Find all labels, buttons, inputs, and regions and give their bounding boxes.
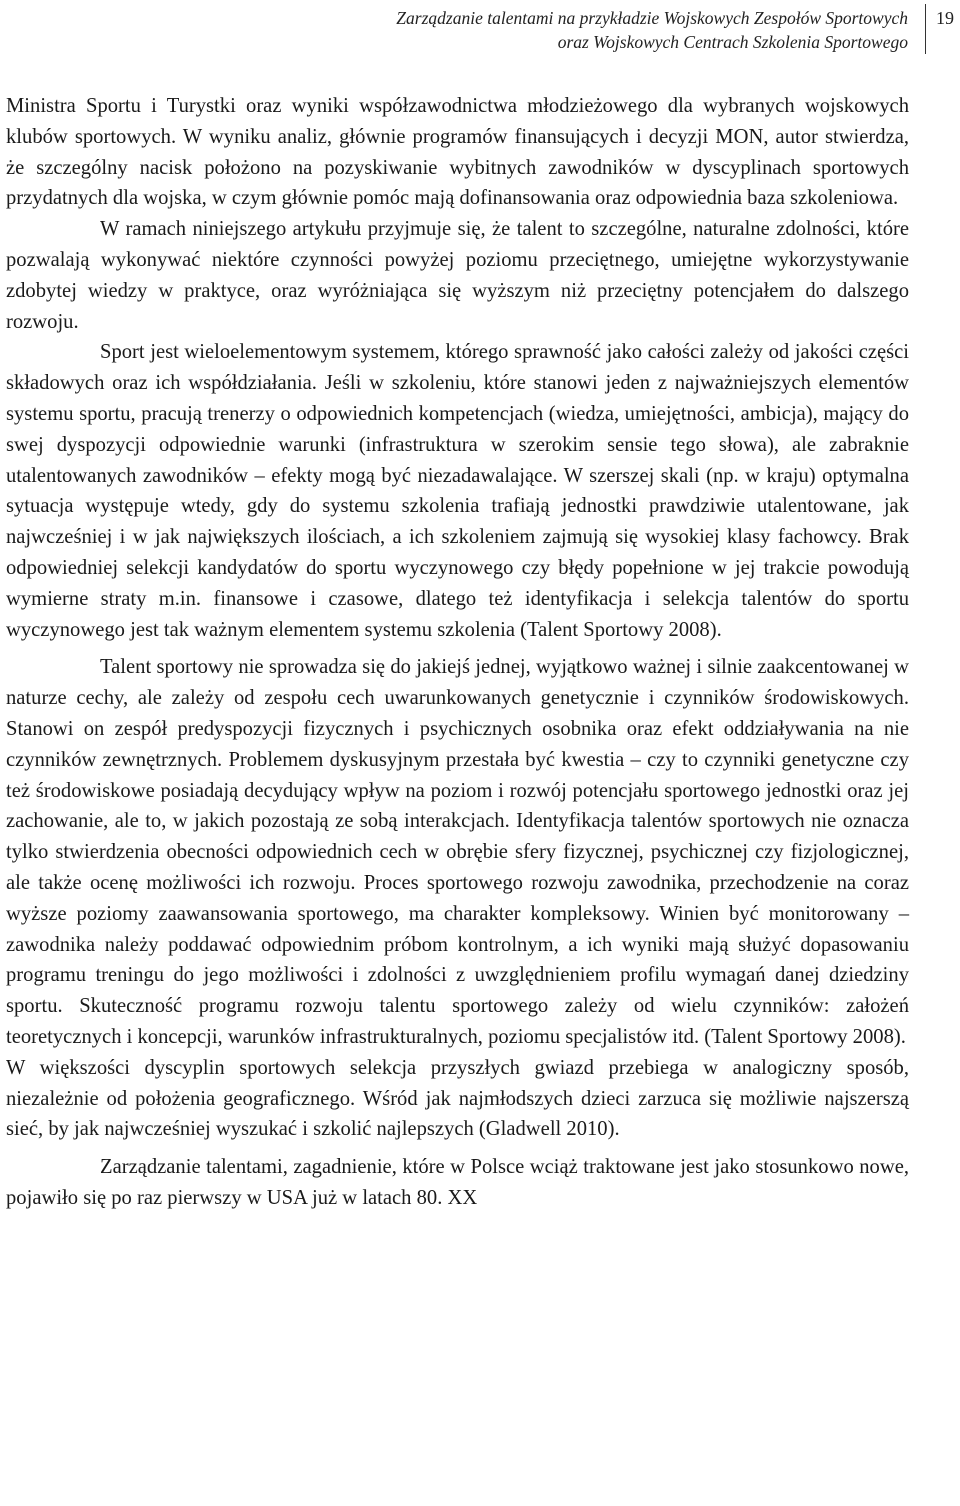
paragraph: W ramach niniejszego artykułu przyjmuje się, że talent to szczególne, naturalne zdolności, które pozwalają wykonywać niektóre czynności powyżej poziomu przeciętnego, umiejętne wykorzystywanie zdobytej wiedzy w praktyce, oraz wyróżniająca się wyższym niż przeciętny potencjałem do dalszego rozwoju. — [6, 218, 909, 333]
paragraph: Sport jest wieloelementowym systemem, którego sprawność jako całości zależy od jakości części składowych oraz ich współdziałania. Jeśli w szkoleniu, które stanowi jeden z najważniejszych elementów systemu sportu, pracują trenerzy o odpowiednich kompetencjach (wiedza, umiejętności, ambicja), mający do swej dyspozycji odpowiednie warunki (infrastruktura w szerokim sensie tego słowa), ale zabraknie utalentowanych zawodników – efekty mogą być niezadawalające. W szerszej skali (np. w kraju) optymalna sytuacja występuje wtedy, gdy do systemu szkolenia trafiają jednostki prawdziwie utalentowane, jak najwcześniej i w jak największych ilościach, a ich szkoleniem zajmują się wysokiej klasy fachowcy. Brak odpowiedniej selekcji kandydatów do sportu wyczynowego czy błędy popełnione w jej trakcie powodują wymierne straty m.in. finansowe i czasowe, dlatego też identyfikacja i selekcja talentów do sportu wyczynowego jest tak ważnym elementem systemu szkolenia (Talent Sportowy 2008). — [6, 341, 909, 641]
paragraph: Talent sportowy nie sprowadza się do jakiejś jednej, wyjątkowo ważnej i silnie zaakcentowanej w naturze cechy, ale zależy od zespołu cech uwarunkowanych genetycznie i czynników środowiskowych. Stanowi on zespół predyspozycji fizycznych i psychicznych osobnika oraz efekt oddziaływania na nie czynników zewnętrznych. Problemem dyskusyjnym przestała być kwestia – czy to czynniki genetyczne czy też środowiskowe posiadają decydujący wpływ na poziom i rozwój potencjału sportowego jednostki oraz jej zachowanie, ale to, w jakich pozostają ze sobą interakcjach. Identyfikacja talentów sportowych nie oznacza tylko stwierdzenia obecności odpowiednich cech w obrębie sfery fizycznej, psychicznej czy fizjologicznej, ale także ocenę możliwości ich rozwoju. Proces sportowego rozwoju zawodnika, przechodzenie na coraz wyższe poziomy zaawansowania sportowego, ma charakter kompleksowy. Winien być monitorowany – zawodnika należy poddawać odpowiednim próbom kontrolnym, a ich wyniki mają służyć dopasowaniu programu treningu do jego możliwości i zdolności z uwzględnieniem profilu wymagań danej dziedziny sportu. Skuteczność programu rozwoju talentu sportowego zależy od wielu czynników: założeń teoretycznych i koncepcji, warunków infrastrukturalnych, poziomu specjalistów itd. (Talent Sportowy 2008). — [6, 656, 909, 1048]
running-head-line-1: Zarządzanie talentami na przykładzie Wojskowych Zespołów Sportowych — [396, 8, 908, 28]
page-number: 19 — [936, 8, 954, 28]
running-head-line-2: oraz Wojskowych Centrach Szkolenia Sportowego — [557, 32, 908, 52]
running-head — [396, 6, 908, 54]
body-text — [6, 91, 909, 1214]
paragraph: Ministra Sportu i Turystki oraz wyniki współzawodnictwa młodzieżowego dla wybranych wojskowych klubów sportowych. W wyniku analiz, głównie programów finansujących i decyzji MON, autor stwierdza, że szczególny nacisk położono na pozyskiwanie wybitnych zawodników w dyscyplinach sportowych przydatnych dla wojska, w czym głównie pomóc mają dofinansowania oraz odpowiednia baza szkoleniowa. — [6, 95, 909, 210]
paragraph: W większości dyscyplin sportowych selekcja przyszłych gwiazd przebiega w analogiczny sposób, niezależnie od położenia geograficznego. Wśród jak najmłodszych dzieci zarzuca się możliwie najszerszą sieć, by jak najwcześniej wyszukać i szkolić najlepszych (Gladwell 2010). — [6, 1056, 909, 1141]
paragraph: Zarządzanie talentami, zagadnienie, które w Polsce wciąż traktowane jest jako stosunkowo nowe, pojawiło się po raz pierwszy w USA już w latach 80. XX — [6, 1156, 909, 1209]
header-divider — [925, 4, 926, 54]
page-header — [0, 4, 960, 56]
